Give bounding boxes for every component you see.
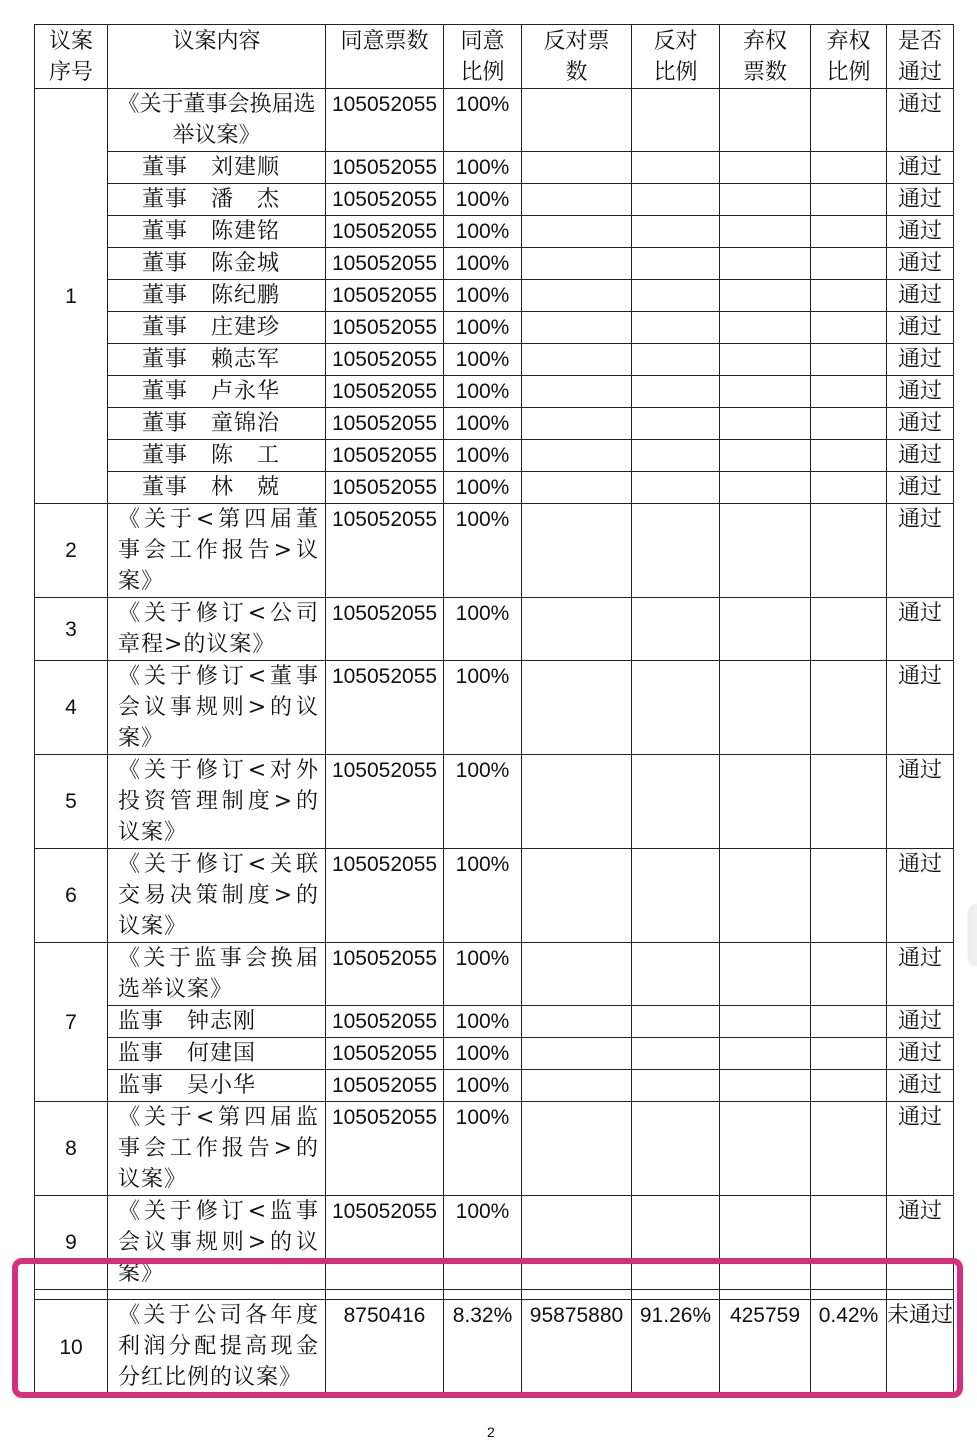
empty-cell — [811, 344, 887, 376]
motion-number: 4 — [35, 661, 108, 755]
empty-cell — [522, 376, 632, 408]
table-row — [35, 504, 954, 598]
nominee-name: 监事 何建国 — [108, 1038, 326, 1070]
empty-cell — [720, 312, 811, 344]
motion-title: 《关于<第四届监事会工作报告>的议案》 — [108, 1102, 326, 1196]
empty-cell — [811, 1038, 887, 1070]
agree-ratio: 100% — [444, 408, 522, 440]
nominee-row — [35, 472, 954, 504]
agree-ratio: 8.32% — [444, 1300, 522, 1396]
empty-cell — [720, 344, 811, 376]
table-row — [35, 943, 954, 1006]
empty-cell — [632, 1102, 720, 1196]
result: 通过 — [887, 1102, 954, 1196]
motion-title: 《关于修订<董事会议事规则>的议案》 — [108, 661, 326, 755]
empty-cell — [632, 1038, 720, 1070]
agree-votes: 105052055 — [326, 408, 444, 440]
nominee-row — [35, 184, 954, 216]
result: 通过 — [887, 1006, 954, 1038]
empty-cell — [632, 1006, 720, 1038]
nominee-row — [35, 440, 954, 472]
empty-cell — [632, 280, 720, 312]
empty-cell — [720, 1038, 811, 1070]
motion-number: 9 — [35, 1196, 108, 1290]
result: 通过 — [887, 598, 954, 661]
nominee-name: 董事 陈建铭 — [108, 216, 326, 248]
nominee-row — [35, 344, 954, 376]
agree-ratio: 100% — [444, 1196, 522, 1290]
motion-title: 《关于修订<监事会议事规则>的议案》 — [108, 1196, 326, 1290]
nominee-name: 董事 卢永华 — [108, 376, 326, 408]
empty-cell — [632, 943, 720, 1006]
empty-cell — [720, 216, 811, 248]
agree-votes: 105052055 — [326, 755, 444, 849]
empty-cell — [811, 598, 887, 661]
agree-votes: 105052055 — [326, 216, 444, 248]
agree-ratio: 100% — [444, 598, 522, 661]
empty-cell — [811, 152, 887, 184]
nominee-name: 董事 刘建顺 — [108, 152, 326, 184]
empty-cell — [522, 1102, 632, 1196]
nominee-row — [35, 376, 954, 408]
agree-ratio: 100% — [444, 440, 522, 472]
result: 通过 — [887, 344, 954, 376]
agree-votes: 105052055 — [326, 344, 444, 376]
result: 通过 — [887, 1196, 954, 1290]
result: 通过 — [887, 943, 954, 1006]
abstain-ratio: 0.42% — [811, 1300, 887, 1396]
empty-cell — [522, 312, 632, 344]
empty-cell — [720, 849, 811, 943]
empty-cell — [720, 408, 811, 440]
empty-cell — [522, 1070, 632, 1102]
agree-ratio: 100% — [444, 1070, 522, 1102]
header-passed: 是否 通过 — [887, 25, 954, 89]
result: 通过 — [887, 755, 954, 849]
empty-cell — [522, 280, 632, 312]
result: 通过 — [887, 184, 954, 216]
header-agree-ratio: 同意 比例 — [444, 25, 522, 89]
empty-cell — [811, 376, 887, 408]
result: 通过 — [887, 1038, 954, 1070]
table-row — [35, 598, 954, 661]
empty-cell — [632, 849, 720, 943]
empty-cell — [720, 248, 811, 280]
motion-title: 《关于修订<公司章程>的议案》 — [108, 598, 326, 661]
empty-cell — [522, 943, 632, 1006]
empty-cell — [720, 184, 811, 216]
agree-votes: 105052055 — [326, 152, 444, 184]
empty-cell — [632, 344, 720, 376]
abstain-votes: 425759 — [720, 1300, 811, 1396]
empty-cell — [632, 184, 720, 216]
empty-cell — [811, 943, 887, 1006]
agree-votes: 105052055 — [326, 280, 444, 312]
nominee-row — [35, 408, 954, 440]
result: 通过 — [887, 248, 954, 280]
empty-cell — [720, 1006, 811, 1038]
agree-votes: 105052055 — [326, 1196, 444, 1290]
empty-cell — [522, 216, 632, 248]
empty-cell — [632, 504, 720, 598]
motion-title: 《关于董事会换届选举议案》 — [108, 89, 326, 152]
result: 通过 — [887, 216, 954, 248]
agree-ratio: 100% — [444, 1006, 522, 1038]
empty-cell — [632, 248, 720, 280]
empty-cell — [522, 598, 632, 661]
nominee-row — [35, 1006, 954, 1038]
empty-cell — [811, 312, 887, 344]
agree-votes: 105052055 — [326, 849, 444, 943]
agree-votes: 105052055 — [326, 440, 444, 472]
motion-number: 2 — [35, 504, 108, 598]
agree-ratio: 100% — [444, 216, 522, 248]
agree-ratio: 100% — [444, 248, 522, 280]
empty-cell — [720, 598, 811, 661]
agree-votes: 105052055 — [326, 89, 444, 152]
nominee-row — [35, 312, 954, 344]
empty-cell — [720, 472, 811, 504]
empty-cell — [811, 504, 887, 598]
nominee-row — [35, 152, 954, 184]
header-agree-votes: 同意票数 — [326, 25, 444, 89]
motion-number: 6 — [35, 849, 108, 943]
nominee-row — [35, 248, 954, 280]
scroll-handle[interactable] — [970, 905, 977, 965]
nominee-name: 董事 陈纪鹏 — [108, 280, 326, 312]
empty-cell — [811, 1070, 887, 1102]
empty-cell — [522, 1038, 632, 1070]
empty-cell — [632, 152, 720, 184]
motion-title: 《关于监事会换届选举议案》 — [108, 943, 326, 1006]
result: 通过 — [887, 312, 954, 344]
empty-cell — [632, 661, 720, 755]
empty-cell — [632, 408, 720, 440]
agree-votes: 105052055 — [326, 1102, 444, 1196]
empty-cell — [632, 89, 720, 152]
agree-votes: 105052055 — [326, 248, 444, 280]
header-seq: 议案 序号 — [35, 25, 108, 89]
header-abstain-votes: 弃权 票数 — [720, 25, 811, 89]
empty-cell — [720, 943, 811, 1006]
empty-cell — [720, 1070, 811, 1102]
result: 通过 — [887, 440, 954, 472]
motion-title: 《关于修订<对外投资管理制度>的议案》 — [108, 755, 326, 849]
empty-cell — [720, 755, 811, 849]
empty-cell — [720, 1102, 811, 1196]
result: 通过 — [887, 152, 954, 184]
motion-title: 《关于公司各年度利润分配提高现金分红比例的议案》 — [108, 1300, 326, 1396]
empty-cell — [811, 661, 887, 755]
highlight-box — [12, 1258, 963, 1398]
empty-cell — [811, 216, 887, 248]
result: 通过 — [887, 504, 954, 598]
empty-cell — [522, 408, 632, 440]
empty-cell — [632, 216, 720, 248]
empty-cell — [632, 472, 720, 504]
agree-ratio: 100% — [444, 1038, 522, 1070]
result: 未通过 — [887, 1300, 954, 1396]
empty-cell — [811, 1006, 887, 1038]
empty-cell — [811, 440, 887, 472]
empty-cell — [720, 440, 811, 472]
empty-cell — [632, 1070, 720, 1102]
agree-ratio: 100% — [444, 943, 522, 1006]
oppose-ratio: 91.26% — [632, 1300, 720, 1396]
empty-cell — [522, 89, 632, 152]
table-row — [35, 755, 954, 849]
agree-votes: 105052055 — [326, 1038, 444, 1070]
empty-cell — [811, 849, 887, 943]
agree-votes: 105052055 — [326, 1006, 444, 1038]
empty-cell — [632, 598, 720, 661]
agree-votes: 8750416 — [326, 1300, 444, 1396]
agree-votes: 105052055 — [326, 376, 444, 408]
motion-number: 3 — [35, 598, 108, 661]
nominee-name: 董事 童锦治 — [108, 408, 326, 440]
empty-cell — [522, 755, 632, 849]
empty-cell — [522, 440, 632, 472]
agree-ratio: 100% — [444, 504, 522, 598]
agree-ratio: 100% — [444, 661, 522, 755]
empty-cell — [720, 504, 811, 598]
agree-votes: 105052055 — [326, 598, 444, 661]
motion-number: 5 — [35, 755, 108, 849]
nominee-row — [35, 216, 954, 248]
empty-cell — [811, 755, 887, 849]
header-oppose-votes: 反对票 数 — [522, 25, 632, 89]
empty-cell — [522, 504, 632, 598]
empty-cell — [522, 661, 632, 755]
result: 通过 — [887, 472, 954, 504]
header-oppose-ratio: 反对 比例 — [632, 25, 720, 89]
agree-ratio: 100% — [444, 184, 522, 216]
result: 通过 — [887, 376, 954, 408]
agree-ratio: 100% — [444, 280, 522, 312]
agree-ratio: 100% — [444, 755, 522, 849]
nominee-name: 董事 潘 杰 — [108, 184, 326, 216]
nominee-name: 监事 钟志刚 — [108, 1006, 326, 1038]
nominee-name: 董事 陈金城 — [108, 248, 326, 280]
empty-cell — [811, 248, 887, 280]
nominee-name: 董事 陈 工 — [108, 440, 326, 472]
voting-results-table — [34, 24, 954, 1396]
table-row — [35, 661, 954, 755]
empty-cell — [720, 376, 811, 408]
nominee-row — [35, 1038, 954, 1070]
nominee-name: 董事 林 兢 — [108, 472, 326, 504]
agree-ratio: 100% — [444, 344, 522, 376]
agree-ratio: 100% — [444, 152, 522, 184]
oppose-votes: 95875880 — [522, 1300, 632, 1396]
agree-votes: 105052055 — [326, 1070, 444, 1102]
agree-votes: 105052055 — [326, 312, 444, 344]
empty-cell — [720, 280, 811, 312]
empty-cell — [522, 472, 632, 504]
result: 通过 — [887, 1070, 954, 1102]
agree-ratio: 100% — [444, 849, 522, 943]
empty-cell — [522, 849, 632, 943]
table-body — [35, 89, 954, 1396]
empty-cell — [811, 280, 887, 312]
header-row — [35, 25, 954, 89]
empty-cell — [720, 152, 811, 184]
nominee-name: 董事 赖志军 — [108, 344, 326, 376]
empty-cell — [632, 376, 720, 408]
agree-ratio: 100% — [444, 89, 522, 152]
empty-cell — [811, 472, 887, 504]
result: 通过 — [887, 280, 954, 312]
agree-votes: 105052055 — [326, 184, 444, 216]
motion-number: 1 — [35, 89, 108, 504]
agree-ratio: 100% — [444, 472, 522, 504]
agree-votes: 105052055 — [326, 472, 444, 504]
nominee-name: 监事 吴小华 — [108, 1070, 326, 1102]
table-row — [35, 1102, 954, 1196]
motion-number: 10 — [35, 1300, 108, 1396]
header-content: 议案内容 — [108, 25, 326, 89]
table-row — [35, 849, 954, 943]
nominee-row — [35, 280, 954, 312]
table-row — [35, 89, 954, 152]
result: 通过 — [887, 89, 954, 152]
motion-number: 7 — [35, 943, 108, 1102]
result: 通过 — [887, 849, 954, 943]
empty-cell — [522, 152, 632, 184]
empty-cell — [632, 755, 720, 849]
empty-cell — [522, 248, 632, 280]
agree-ratio: 100% — [444, 1102, 522, 1196]
agree-votes: 105052055 — [326, 661, 444, 755]
page-number: 2 — [487, 1424, 495, 1440]
agree-votes: 105052055 — [326, 943, 444, 1006]
empty-cell — [720, 661, 811, 755]
empty-cell — [720, 89, 811, 152]
nominee-name: 董事 庄建珍 — [108, 312, 326, 344]
agree-ratio: 100% — [444, 312, 522, 344]
agree-ratio: 100% — [444, 376, 522, 408]
empty-cell — [811, 89, 887, 152]
header-abstain-ratio: 弃权 比例 — [811, 25, 887, 89]
empty-cell — [811, 1102, 887, 1196]
empty-cell — [811, 408, 887, 440]
empty-cell — [632, 440, 720, 472]
empty-cell — [522, 1006, 632, 1038]
agree-votes: 105052055 — [326, 504, 444, 598]
empty-cell — [811, 184, 887, 216]
nominee-row — [35, 1070, 954, 1102]
empty-cell — [522, 184, 632, 216]
motion-title: 《关于<第四届董事会工作报告>议案》 — [108, 504, 326, 598]
result: 通过 — [887, 408, 954, 440]
empty-cell — [632, 312, 720, 344]
motion-title: 《关于修订<关联交易决策制度>的议案》 — [108, 849, 326, 943]
empty-cell — [522, 344, 632, 376]
result: 通过 — [887, 661, 954, 755]
motion-number: 8 — [35, 1102, 108, 1196]
